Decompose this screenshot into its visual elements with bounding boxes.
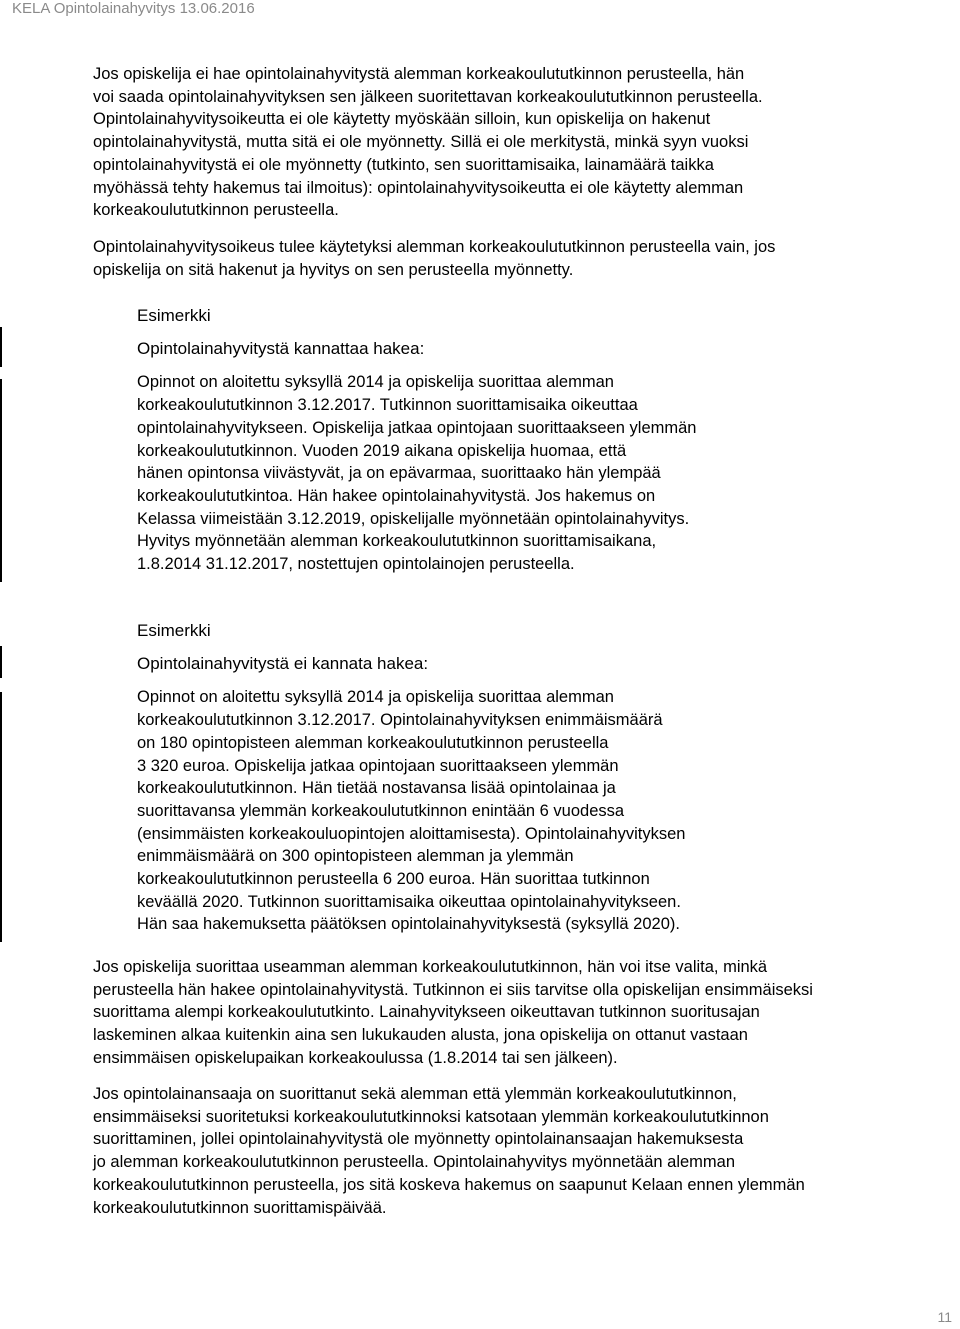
text-line: korkeakoulututkintoa. Hän hakee opintolainahyvitystä. Jos hakemus on (137, 486, 656, 505)
text-line: hänen opintonsa viivästyvät, ja on epävarmaa, suorittaako hän ylempää (137, 464, 661, 483)
text-line: Kelassa viimeistään 3.12.2019, opiskelijalle myönnetään opintolainahyvitys. (137, 509, 690, 528)
text-line: korkeakoulututkinnon perusteella 6 200 euroa. Hän suorittaa tutkinnon (137, 870, 650, 889)
text-line: Jos opiskelija suorittaa useamman alemman korkeakoulututkinnon, hän voi itse valita, minkä (93, 958, 768, 976)
text-line: Opinnot on aloitettu syksyllä 2014 ja opiskelija suorittaa alemman (137, 373, 614, 392)
text-line: suorittaminen, jollei opintolainahyvitystä ole myönnetty opintolainansaajan hakemuksesta (93, 1130, 744, 1149)
text-line: enimmäismäärä on 300 opintopisteen alemman ja ylemmän (137, 847, 574, 866)
example-1 (137, 305, 937, 576)
text-line: Hyvitys myönnetään alemman korkeakoulututkinnon suorittamisaikana, (137, 532, 657, 551)
text-line: opintolainahyvitystä, mutta sitä ei ole myönnetty. Sillä ei ole merkitystä, minkä syyn vuoksi (93, 133, 749, 152)
example-2 (137, 620, 937, 936)
example-label: Esimerkki (137, 621, 211, 640)
change-bar (0, 646, 2, 678)
text-line: korkeakoulututkinnon suorittamispäivää. (93, 1198, 387, 1217)
text-line: suorittama alempi korkeakoulututkinto. Lainahyvitykseen oikeuttavan tutkinnon suoritusajan (93, 1003, 760, 1022)
text-line: on 180 opintopisteen alemman korkeakoulututkinnon perusteella (137, 733, 609, 752)
paragraph-4 (93, 1083, 955, 1219)
text-line: perusteella hän hakee opintolainahyvitystä. Tutkinnon ei siis tarvitse olla opiskelijan ensimmäiseksi (93, 980, 813, 999)
text-line: opiskelija on sitä hakenut ja hyvitys on sen perusteella myönnetty. (93, 260, 574, 279)
text-line: myöhässä tehty hakemus tai ilmoitus): opintolainahyvitysoikeutta ei ole käytetty alemman (93, 178, 744, 197)
text-line: Jos opiskelija ei hae opintolainahyvitystä alemman korkeakoulututkinnon perusteella, hän (93, 65, 745, 83)
example-label: Esimerkki (137, 306, 211, 325)
text-line: jo alemman korkeakoulututkinnon perusteella. Opintolainahyvitys myönnetään alemman (93, 1153, 736, 1172)
text-line: laskeminen alkaa kuitenkin aina sen lukukauden alusta, jona opiskelija on ottanut vastaan (93, 1026, 748, 1045)
change-bar (0, 379, 2, 582)
text-line: (ensimmäisten korkeakouluopintojen aloittamisesta). Opintolainahyvityksen (137, 824, 686, 843)
text-line: korkeakoulututkinnon. Hän tietää nostavansa lisää opintolainaa ja (137, 779, 616, 798)
text-line: korkeakoulututkinnon perusteella, jos sitä koskeva hakemus on saapunut Kelaan ennen ylemmän (93, 1175, 805, 1194)
paragraph-2 (93, 236, 955, 281)
text-line: suorittavansa ylemmän korkeakoulututkinnon enintään 6 vuodessa (137, 801, 625, 820)
text-line: ensimmäisen opiskelupaikan korkeakoulussa (1.8.2014 tai sen jälkeen). (93, 1048, 618, 1067)
text-line: korkeakoulututkinnon 3.12.2017. Opintolainahyvityksen enimmäismäärä (137, 711, 663, 730)
text-line: Hän saa hakemuksetta päätöksen opintolainahyvityksestä (syksyllä 2020). (137, 915, 680, 934)
document-header: KELA Opintolainahyvitys 13.06.2016 (12, 0, 255, 17)
text-line: korkeakoulututkinnon perusteella. (93, 201, 339, 220)
text-line: Opintolainahyvitysoikeus tulee käytetyksi alemman korkeakoulututkinnon perusteella vain, jos (93, 238, 776, 256)
example-title: Opintolainahyvitystä kannattaa hakea: (137, 338, 425, 358)
example-body (137, 686, 937, 936)
example-body (137, 371, 937, 575)
text-line: Opinnot on aloitettu syksyllä 2014 ja opiskelija suorittaa alemman (137, 688, 614, 707)
example-title: Opintolainahyvitystä ei kannata hakea: (137, 653, 429, 673)
page-number: 11 (937, 1309, 952, 1325)
text-line: ensimmäiseksi suoritetuksi korkeakoulututkinnoksi katsotaan ylemmän korkeakoulututkinnon (93, 1107, 769, 1126)
text-line: 1.8.2014 31.12.2017, nostettujen opintolainojen perusteella. (137, 555, 575, 574)
text-line: keväällä 2020. Tutkinnon suorittamisaika oikeuttaa opintolainahyvitykseen. (137, 892, 681, 911)
text-line: Opintolainahyvitysoikeutta ei ole käytetty myöskään silloin, kun opiskelija on hakenut (93, 110, 711, 129)
paragraph-3 (93, 956, 955, 1070)
change-bar (0, 692, 2, 942)
text-line: voi saada opintolainahyvityksen sen jälkeen suoritettavan korkeakoulututkinnon perusteella. (93, 87, 763, 106)
text-line: opintolainahyvitystä ei ole myönnetty (tutkinto, sen suorittamisaika, lainamäärä taikka (93, 155, 714, 174)
text-line: opintolainahyvitykseen. Opiskelija jatkaa opintojaan suorittaakseen ylemmän (137, 418, 697, 437)
text-line: korkeakoulututkinnon. Vuoden 2019 aikana opiskelija huomaa, että (137, 441, 627, 460)
text-line: 3 320 euroa. Opiskelija jatkaa opintojaan suorittaakseen ylemmän (137, 756, 619, 775)
text-line: Jos opintolainansaaja on suorittanut sekä alemman että ylemmän korkeakoulututkinnon, (93, 1085, 737, 1103)
text-line: korkeakoulututkinnon 3.12.2017. Tutkinnon suorittamisaika oikeuttaa (137, 396, 638, 415)
paragraph-1 (93, 63, 955, 222)
change-bar (0, 327, 2, 367)
